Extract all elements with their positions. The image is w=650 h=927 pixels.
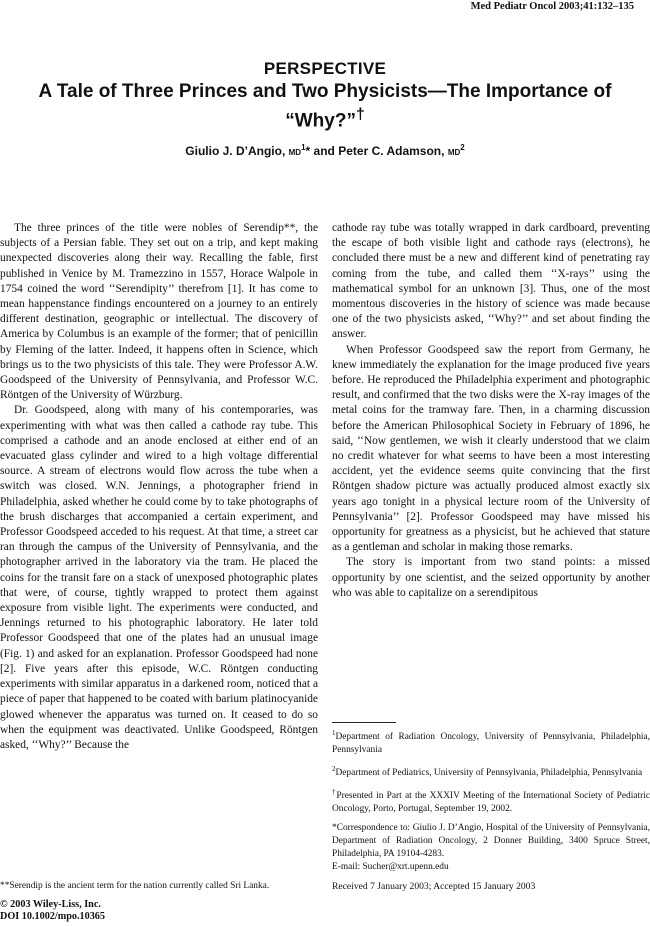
author-and: and (310, 144, 339, 158)
author-2-degree: MD (447, 148, 461, 157)
doi-line: DOI 10.1002/mpo.10365 (0, 911, 105, 922)
article-title (34, 80, 616, 132)
paragraph: Dr. Goodspeed, along with many of his contemporaries, was experimenting with what was then called a cathode ray tube. This comprised a cathode and an anode enclosed at either end of an evacuated glass cylinder and wired to a high voltage differential source. A stream of electrons would flow across the tube when a switch was closed. W.N. Jennings, a photographer friend in Philadelphia, asked whether he could come by to take photographs of the brush discharges that accompanied a certain experiment, and Professor Goodspeed acceded to his request. At that time, a street car ran through the campus of the University of Pennsylvania, and the photographer arrived in the laboratory via the tram. He placed the coins for the transit fare on a stack of unexposed photographic plates that were, of course, tightly wrapped to protect them against exposure from visible light. The experiments were conducted, and Jennings returned to his photographic laboratory. He later told Professor Goodspeed that one of the plates had an unusual image (Fig. 1) and asked for an explanation. Professor Goodspeed had none [2]. Five years after this episode, W.C. Röntgen conducting experiments with similar apparatus in a darkened room, noticed that a piece of paper that happened to be coated with barium platinocyanide glowed whenever the apparatus was turned on. It ceased to do so when the equipment was deactivated. Unlike Goodspeed, Röntgen asked, ‘‘Why?’’ Because the (0, 404, 318, 751)
footnote-affiliation-1 (332, 727, 650, 757)
paragraph: cathode ray tube was totally wrapped in dark cardboard, preventing the escape of both visible light and cathode rays (electrons), he concluded there must be a new and different kind of penetrating ray coming from the tube, and called them ‘‘X-rays’’ using the mathematical symbol for an unknown [3]. Thus, one of the most momentous discoveries in the history of science was made because one of the two physicists asked, ‘‘Why?’’ and set about finding the answer. (332, 222, 650, 341)
correspondence-text: *Correspondence to: Giulio J. D’Angio, Hospital of the University of Pennsylvania, Department of Radiation Oncology, 2 Donner Building, 3400 Spruce Street, Philadelphia, PA 19104-4283. (332, 823, 650, 860)
received-dates: Received 7 January 2003; Accepted 15 January 2003 (332, 881, 536, 892)
footnote-text: Presented in Part at the XXXIV Meeting of the International Society of Pediatric Oncology, Porto, Portugal, September 19, 2002. (332, 791, 650, 815)
author-1-name: Giulio J. D’Angio, (185, 144, 286, 158)
footnote-serendip: **Serendip is the ancient term for the nation currently called Sri Lanka. (0, 881, 270, 891)
correspondence-email: E-mail: Sucher@xrt.upenn.edu (332, 862, 449, 873)
author-line (0, 143, 650, 158)
article-title-text: A Tale of Three Princes and Two Physicists—The Importance of “Why?” (38, 81, 612, 132)
paragraph: When Professor Goodspeed saw the report from Germany, he knew immediately the explanation for the image produced five years before. He reproduced the Philadelphia experiment and photographic result, and confirmed that the two disks were the X-ray images of the metal coins for the tramway fare. Then, in a charming discussion before the American Philosophical Society in February of 1896, he said, ‘‘Now gentlemen, we wish it clearly understood that we claim no credit whatever for what seems to have been a most interesting accident, yet the evidence seems quite convincing that the first Röntgen shadow picture was actually produced almost exactly six years ago tonight in a physical lecture room of the University of Pennsylvania’’ [2]. Professor Goodspeed may have missed his opportunity for greatness as a physicist, but he achieved that stature as a gentleman and scholar in making those remarks. (332, 343, 650, 554)
paragraph: The three princes of the title were nobles of Serendip**, the subjects of a Persian fable. They set out on a trip, and kept making unexpected discoveries along their way. Recalling the fable, first published in Venice by M. Tramezzino in 1557, Horace Walpole in 1754 coined the word ‘‘Serendipity’’ therefrom [1]. It has come to mean happenstance findings encountered on a journey to an entirely different destination, geographic or intellectual. The discovery of America by Columbus is an example of the former; that of penicillin by Fleming of the latter. Indeed, it happens often in Science, which brings us to the two physicists of this tale. They were Professor A.W. Goodspeed of the University of Pennsylvania, and Professor W.C. Röntgen of the University of Würzburg. (0, 222, 318, 402)
footnote-divider (332, 722, 396, 723)
footnote-mark: 1 (332, 729, 336, 737)
author-1-degree: MD (288, 148, 302, 157)
body-column-right (332, 221, 650, 696)
footnote-presented (332, 786, 650, 816)
paragraph: The story is important from two stand points: a missed opportunity by one scientist, and the seized opportunity by another who was able to capitalize on a serendipitous (332, 556, 650, 599)
copyright-block (0, 899, 105, 923)
footnote-mark: † (332, 788, 337, 797)
footnote-text: Department of Radiation Oncology, University of Pennsylvania, Philadelphia, Pennsylvania (332, 732, 650, 756)
footnote-text: Department of Pediatrics, University of Pennsylvania, Philadelphia, Pennsylvania (335, 768, 643, 779)
author-2-name: Peter C. Adamson, (338, 144, 445, 158)
footnotes (332, 727, 650, 874)
journal-citation: Med Pediatr Oncol 2003;41:132–135 (470, 1, 634, 12)
title-dagger: † (355, 106, 365, 123)
footnote-affiliation-2 (332, 763, 650, 780)
footnote-mark: 2 (332, 765, 336, 774)
author-1-star: * (305, 144, 311, 158)
author-2-affil: 2 (460, 143, 465, 152)
article-kicker: PERSPECTIVE (263, 59, 387, 78)
author-1-affil: 1 (301, 143, 306, 152)
body-column-left (0, 221, 318, 857)
footnote-correspondence (332, 822, 650, 874)
copyright-line: © 2003 Wiley-Liss, Inc. (0, 899, 101, 910)
title-block (0, 58, 650, 132)
